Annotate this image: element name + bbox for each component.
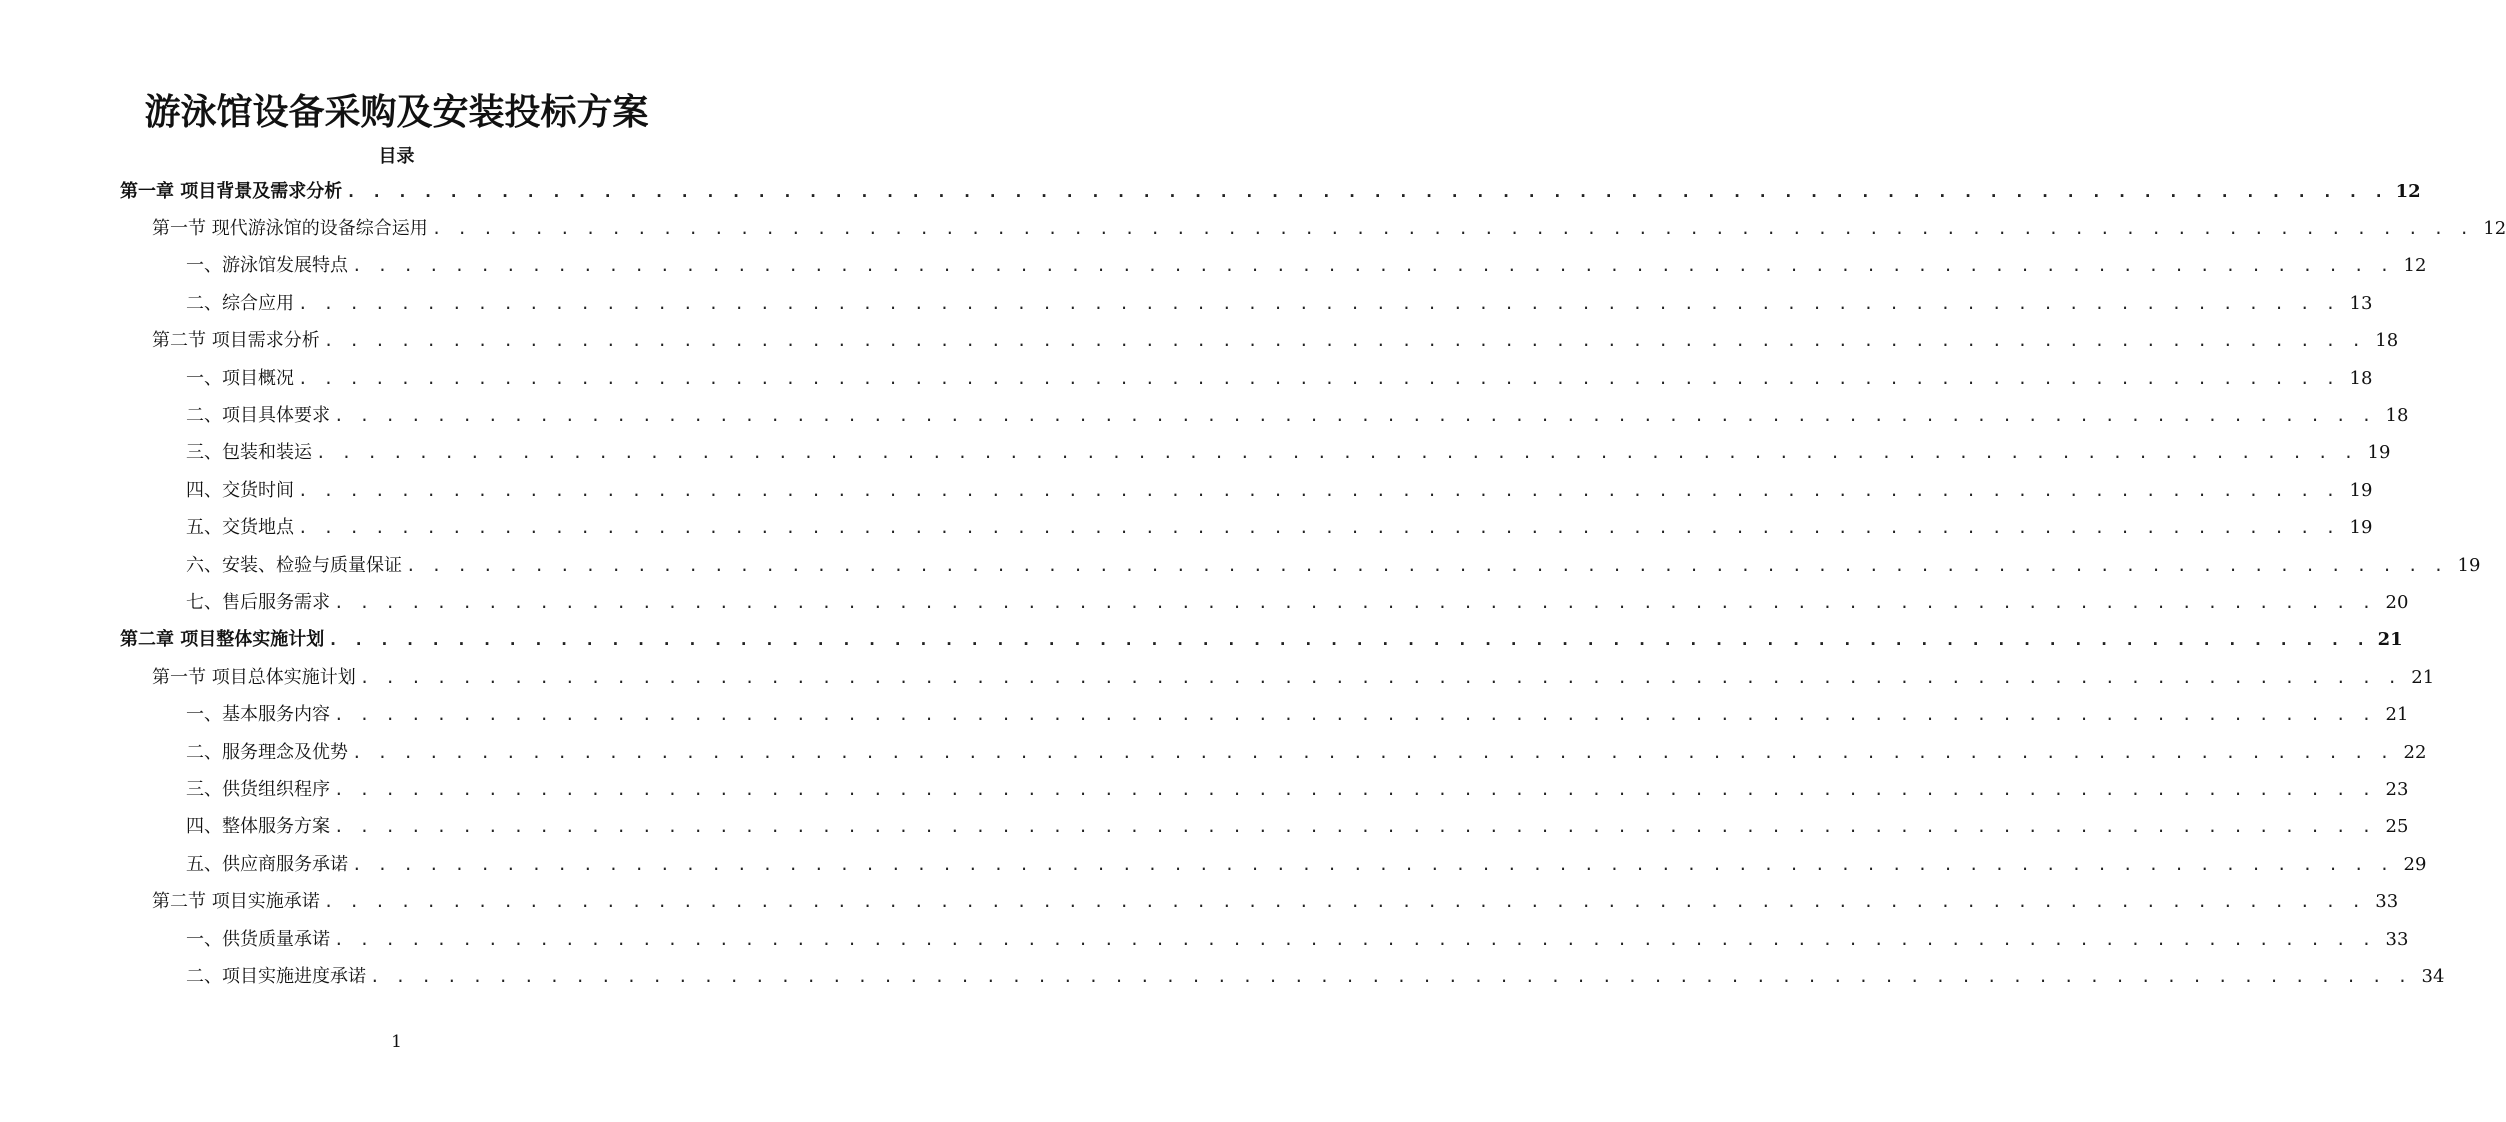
toc-entry-page: 19 [2349, 517, 2373, 539]
toc-dot-leader: . . . . . . . . . . . . . . . . . . . . . . . . . . . . . . . . . . . . . . . . . . . . . . . . . . . . . . . . . . . . . . . . . . . . . . . . . . . . . . . . [323, 331, 2365, 351]
toc-entry-page: 21 [2385, 704, 2409, 726]
toc-entry-label: 三、包装和装运 [186, 442, 312, 464]
toc-entry[interactable] [0, 210, 2506, 247]
toc-entry-label: 第一节 现代游泳馆的设备综合运用 [152, 218, 428, 240]
toc-entry[interactable] [0, 323, 2399, 360]
toc-entry-page: 12 [2395, 180, 2421, 202]
toc-entry[interactable] [0, 846, 2427, 883]
toc-entry[interactable] [0, 285, 2373, 322]
toc-dot-leader: . . . . . . . . . . . . . . . . . . . . . . . . . . . . . . . . . . . . . . . . . . . . . . . . . . . . . . . . . . . . . . . . . . . . . . . . . . . . . . . . [406, 555, 2447, 575]
toc-entry[interactable] [0, 622, 2403, 659]
toc-dot-leader: . . . . . . . . . . . . . . . . . . . . . . . . . . . . . . . . . . . . . . . . . . . . . . . . . . . . . . . . . . . . . . . . . . . . . . . . . . . . . . . . [346, 181, 2387, 201]
toc-entry-label: 第二节 项目实施承诺 [152, 891, 320, 913]
toc-entry[interactable] [0, 360, 2373, 397]
toc-entry[interactable] [0, 510, 2373, 547]
toc-entry[interactable] [0, 734, 2427, 771]
toc-entry-page: 29 [2403, 853, 2427, 875]
toc-dot-leader: . . . . . . . . . . . . . . . . . . . . . . . . . . . . . . . . . . . . . . . . . . . . . . . . . . . . . . . . . . . . . . . . . . . . . . . . . . . . . . . . [334, 817, 2375, 837]
toc-dot-leader: . . . . . . . . . . . . . . . . . . . . . . . . . . . . . . . . . . . . . . . . . . . . . . . . . . . . . . . . . . . . . . . . . . . . . . . . . . . . . . . . [431, 219, 2473, 239]
toc-entry-page: 23 [2385, 778, 2409, 800]
toc-entry-label: 四、整体服务方案 [186, 816, 330, 838]
toc-entry-page: 18 [2385, 405, 2409, 427]
toc-entry-label: 一、基本服务内容 [186, 704, 330, 726]
document-title: 游泳馆设备采购及安装投标方案 [144, 91, 649, 133]
page-number: 1 [391, 1032, 402, 1052]
toc-entry-page: 21 [2411, 666, 2435, 688]
toc-entry-page: 19 [2367, 442, 2391, 464]
toc-entry[interactable] [0, 397, 2409, 434]
toc-entry-label: 第一节 项目总体实施计划 [152, 666, 356, 688]
toc-entry-page: 21 [2377, 629, 2403, 651]
toc-entry-label: 四、交货时间 [186, 479, 294, 501]
toc-entry[interactable] [0, 921, 2409, 958]
toc-dot-leader: . . . . . . . . . . . . . . . . . . . . . . . . . . . . . . . . . . . . . . . . . . . . . . . . . . . . . . . . . . . . . . . . . . . . . . . . . . . . . . . . [334, 929, 2375, 949]
toc-entry-label: 二、服务理念及优势 [186, 741, 348, 763]
toc-entry-page: 18 [2349, 367, 2373, 389]
toc-entry-label: 五、供应商服务承诺 [186, 853, 348, 875]
toc-entry-label: 一、游泳馆发展特点 [186, 255, 348, 277]
toc-entry-label: 一、供货质量承诺 [186, 928, 330, 950]
toc-entry[interactable] [0, 584, 2409, 621]
toc-entry[interactable] [0, 173, 2421, 210]
toc-entry[interactable] [0, 472, 2373, 509]
toc-dot-leader: . . . . . . . . . . . . . . . . . . . . . . . . . . . . . . . . . . . . . . . . . . . . . . . . . . . . . . . . . . . . . . . . . . . . . . . . . . . . . . . . [334, 406, 2375, 426]
toc-entry-label: 一、项目概况 [186, 367, 294, 389]
toc-entry-label: 第二章 项目整体实施计划 [120, 629, 325, 651]
toc-entry-page: 19 [2349, 479, 2373, 501]
toc-dot-leader: . . . . . . . . . . . . . . . . . . . . . . . . . . . . . . . . . . . . . . . . . . . . . . . . . . . . . . . . . . . . . . . . . . . . . . . . . . . . . . . . [298, 368, 2339, 388]
toc-entry-label: 二、项目实施进度承诺 [186, 965, 366, 987]
toc-entry[interactable] [0, 809, 2409, 846]
toc-entry[interactable] [0, 696, 2409, 733]
toc-entry-page: 12 [2483, 218, 2506, 240]
toc-entry-page: 13 [2349, 292, 2373, 314]
toc-dot-leader: . . . . . . . . . . . . . . . . . . . . . . . . . . . . . . . . . . . . . . . . . . . . . . . . . . . . . . . . . . . . . . . . . . . . . . . . . . . . . . . . [298, 518, 2339, 538]
toc-dot-leader: . . . . . . . . . . . . . . . . . . . . . . . . . . . . . . . . . . . . . . . . . . . . . . . . . . . . . . . . . . . . . . . . . . . . . . . . . . . . . . . . [298, 480, 2339, 500]
toc-dot-leader: . . . . . . . . . . . . . . . . . . . . . . . . . . . . . . . . . . . . . . . . . . . . . . . . . . . . . . . . . . . . . . . . . . . . . . . . . . . . . . . . [370, 966, 2411, 986]
toc-dot-leader: . . . . . . . . . . . . . . . . . . . . . . . . . . . . . . . . . . . . . . . . . . . . . . . . . . . . . . . . . . . . . . . . . . . . . . . . . . . . . . . . [352, 742, 2393, 762]
toc-dot-leader: . . . . . . . . . . . . . . . . . . . . . . . . . . . . . . . . . . . . . . . . . . . . . . . . . . . . . . . . . . . . . . . . . . . . . . . . . . . . . . . . [334, 592, 2375, 612]
toc-heading: 目录 [378, 146, 415, 167]
toc-entry-label: 第一章 项目背景及需求分析 [120, 180, 343, 202]
toc-entry-label: 三、供货组织程序 [186, 778, 330, 800]
toc-entry-label: 二、综合应用 [186, 292, 294, 314]
toc-entry-label: 二、项目具体要求 [186, 405, 330, 427]
table-of-contents [0, 173, 2506, 996]
toc-dot-leader: . . . . . . . . . . . . . . . . . . . . . . . . . . . . . . . . . . . . . . . . . . . . . . . . . . . . . . . . . . . . . . . . . . . . . . . . . . . . . . . . [316, 443, 2357, 463]
toc-dot-leader: . . . . . . . . . . . . . . . . . . . . . . . . . . . . . . . . . . . . . . . . . . . . . . . . . . . . . . . . . . . . . . . . . . . . . . . . . . . . . . . . [352, 256, 2393, 276]
toc-entry[interactable] [0, 547, 2481, 584]
toc-dot-leader: . . . . . . . . . . . . . . . . . . . . . . . . . . . . . . . . . . . . . . . . . . . . . . . . . . . . . . . . . . . . . . . . . . . . . . . . . . . . . . . . [298, 293, 2339, 313]
toc-entry-page: 22 [2403, 741, 2427, 763]
toc-dot-leader: . . . . . . . . . . . . . . . . . . . . . . . . . . . . . . . . . . . . . . . . . . . . . . . . . . . . . . . . . . . . . . . . . . . . . . . . . . . . . . . . [352, 854, 2393, 874]
toc-entry[interactable] [0, 659, 2435, 696]
toc-entry[interactable] [0, 958, 2445, 995]
toc-entry[interactable] [0, 248, 2427, 285]
toc-entry-page: 19 [2457, 554, 2481, 576]
toc-dot-leader: . . . . . . . . . . . . . . . . . . . . . . . . . . . . . . . . . . . . . . . . . . . . . . . . . . . . . . . . . . . . . . . . . . . . . . . . . . . . . . . . [359, 667, 2401, 687]
toc-entry-label: 第二节 项目需求分析 [152, 330, 320, 352]
toc-entry[interactable] [0, 883, 2399, 920]
toc-entry-page: 12 [2403, 255, 2427, 277]
toc-entry-page: 34 [2421, 965, 2445, 987]
toc-dot-leader: . . . . . . . . . . . . . . . . . . . . . . . . . . . . . . . . . . . . . . . . . . . . . . . . . . . . . . . . . . . . . . . . . . . . . . . . . . . . . . . . [334, 779, 2375, 799]
toc-entry[interactable] [0, 435, 2391, 472]
toc-entry-page: 25 [2385, 816, 2409, 838]
toc-entry-label: 六、安装、检验与质量保证 [186, 554, 402, 576]
toc-dot-leader: . . . . . . . . . . . . . . . . . . . . . . . . . . . . . . . . . . . . . . . . . . . . . . . . . . . . . . . . . . . . . . . . . . . . . . . . . . . . . . . . [323, 892, 2365, 912]
toc-entry-page: 33 [2375, 891, 2399, 913]
toc-entry-page: 33 [2385, 928, 2409, 950]
toc-dot-leader: . . . . . . . . . . . . . . . . . . . . . . . . . . . . . . . . . . . . . . . . . . . . . . . . . . . . . . . . . . . . . . . . . . . . . . . . . . . . . . . . [328, 630, 2369, 650]
toc-entry-label: 七、售后服务需求 [186, 591, 330, 613]
toc-entry-page: 18 [2375, 330, 2399, 352]
toc-entry-label: 五、交货地点 [186, 517, 294, 539]
toc-dot-leader: . . . . . . . . . . . . . . . . . . . . . . . . . . . . . . . . . . . . . . . . . . . . . . . . . . . . . . . . . . . . . . . . . . . . . . . . . . . . . . . . [334, 705, 2375, 725]
toc-entry[interactable] [0, 771, 2409, 808]
toc-entry-page: 20 [2385, 591, 2409, 613]
